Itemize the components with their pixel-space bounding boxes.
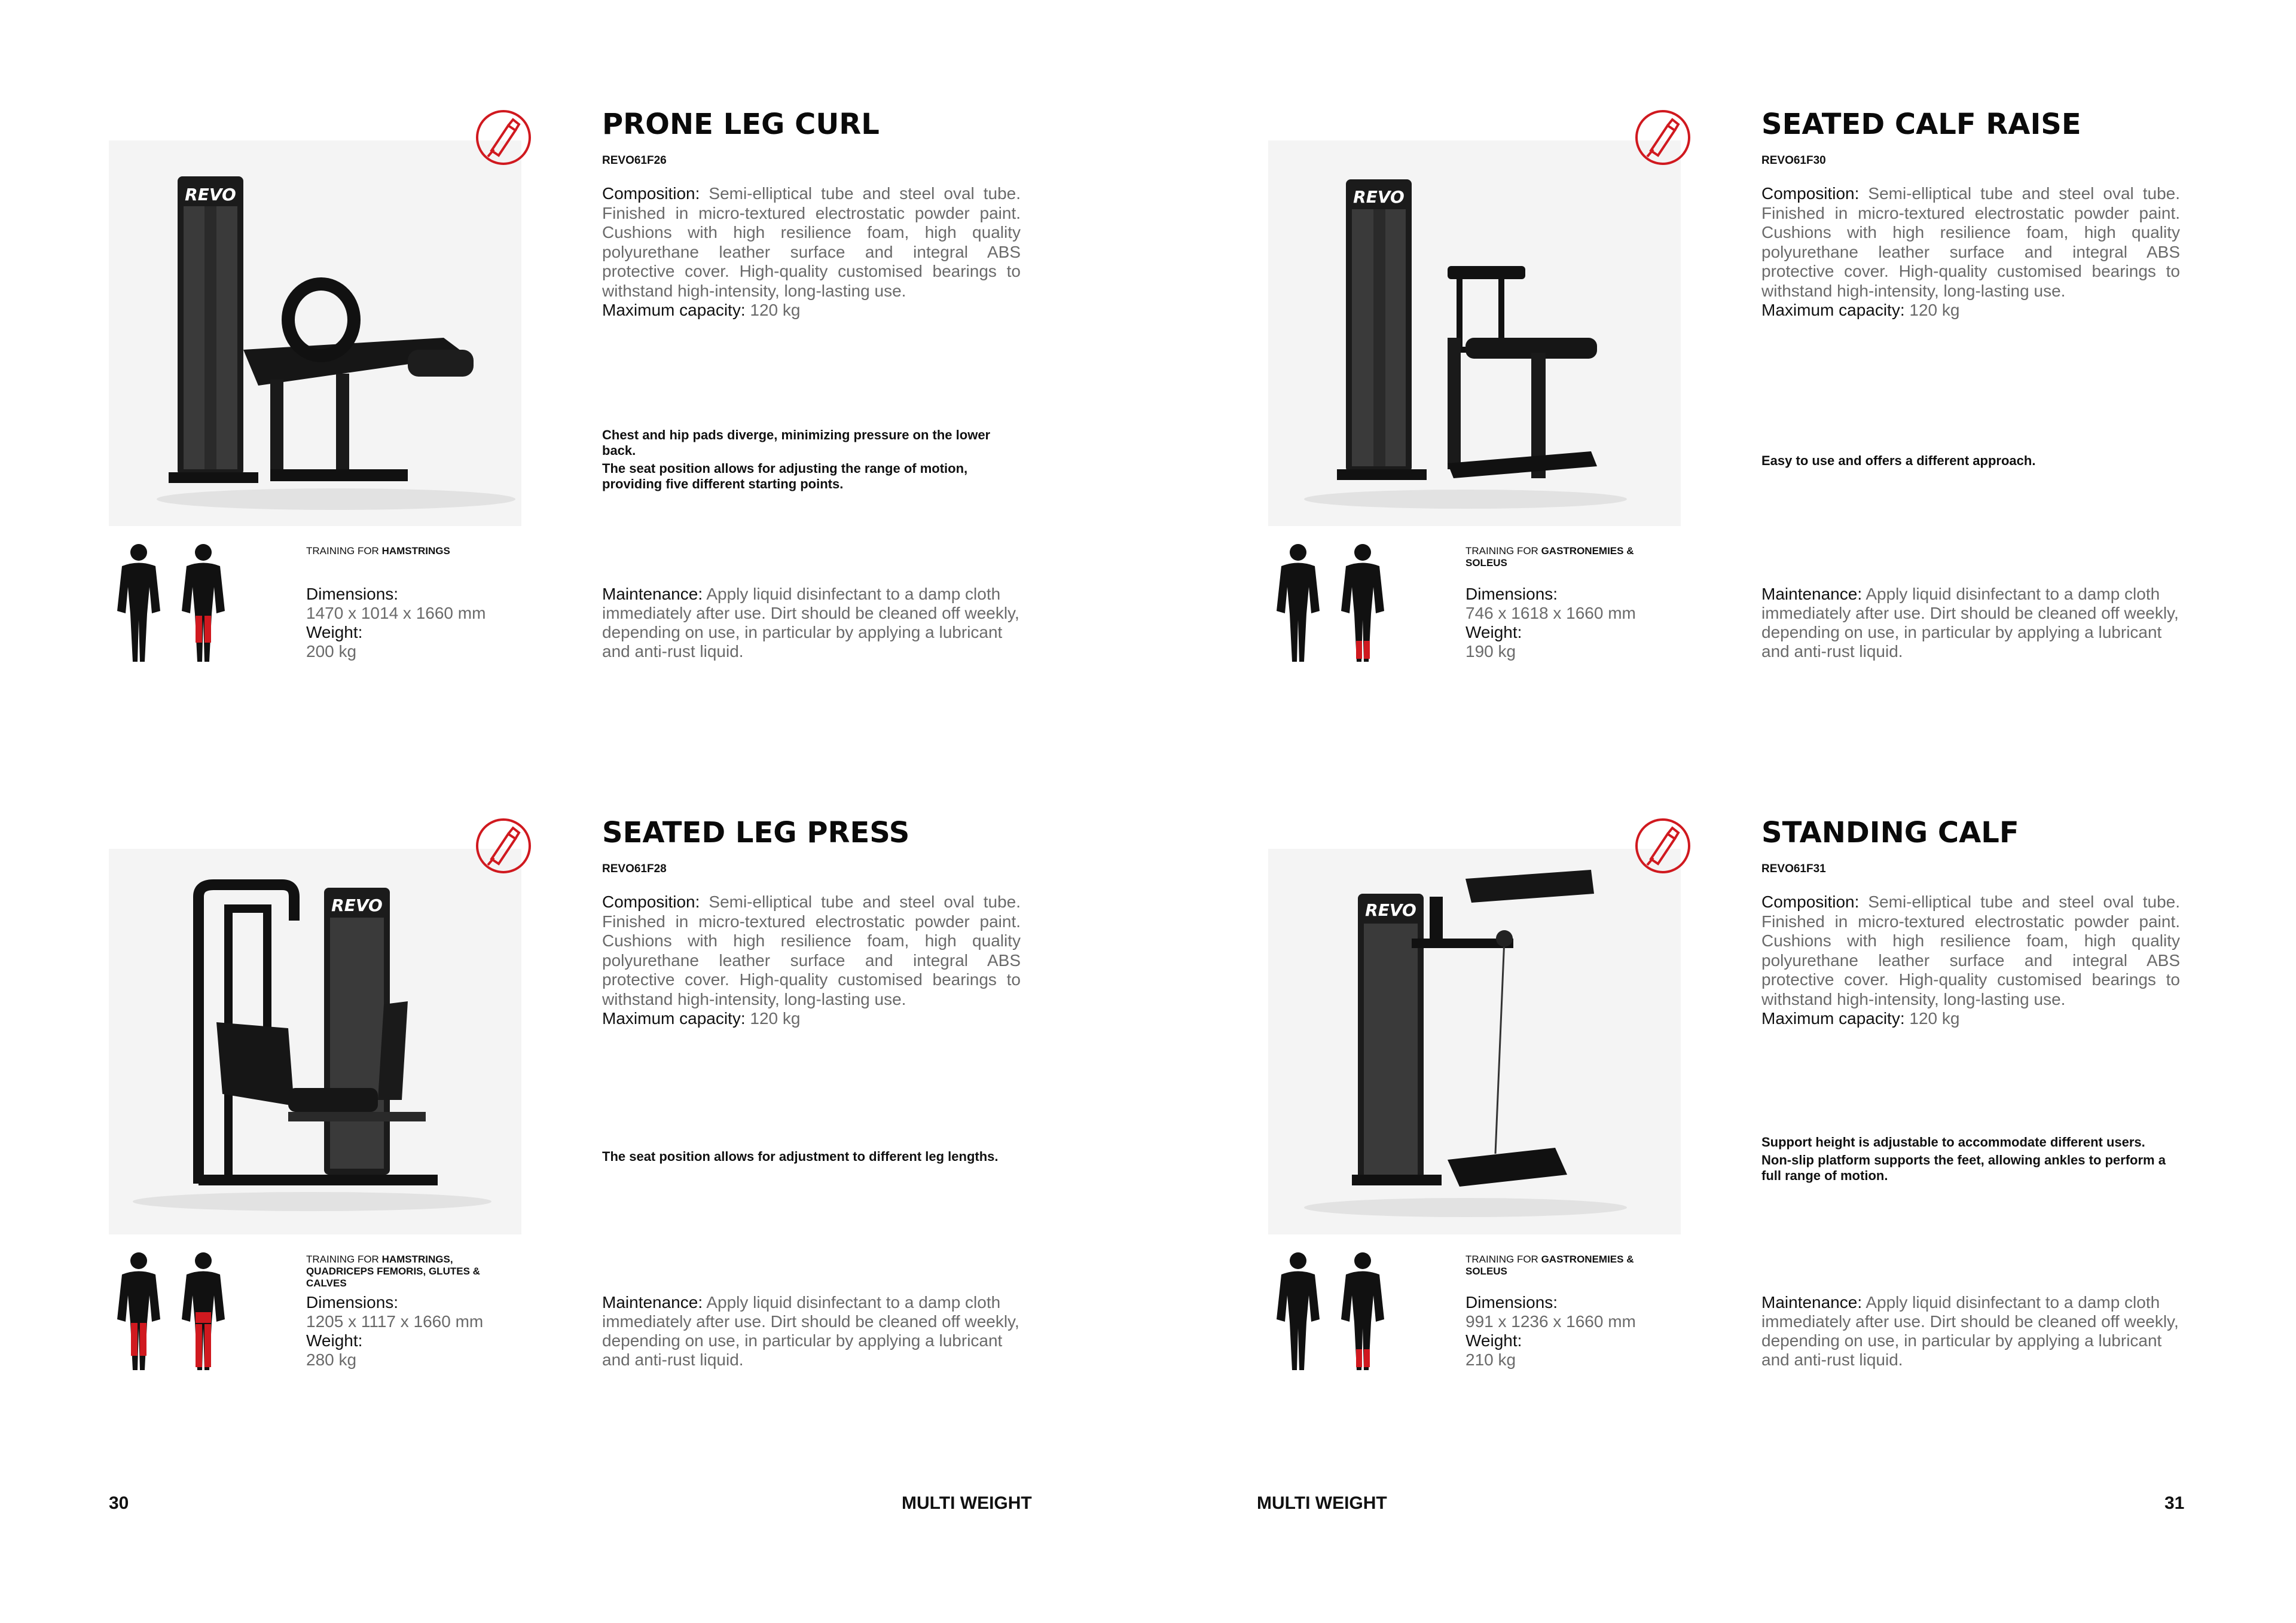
- capacity-value: 120 kg: [1909, 1009, 1960, 1028]
- feature-item: Chest and hip pads diverge, minimizing pressure on the lower back.: [602, 427, 991, 458]
- product-code: REVO61F26: [602, 154, 667, 167]
- weight-value: 280 kg: [306, 1350, 357, 1369]
- seated-leg-press-machine-image: [109, 849, 521, 1234]
- product-photo: [1268, 849, 1681, 1234]
- capacity-label: Maximum capacity:: [1761, 1009, 1905, 1028]
- composition-text: Semi-elliptical tube and steel oval tube. Finished in micro-textured electrostatic powder paint. Cushions with high resilience foam, high quality polyurethane leather surface and integral ABS protective cover. High-quality customised bearings to withstand high-intensity, long-lasting use.: [602, 893, 1021, 1008]
- feature-item: Support height is adjustable to accommodate different users.: [1761, 1135, 2145, 1150]
- composition-block: [602, 184, 1021, 320]
- product-title: SEATED LEG PRESS: [602, 816, 910, 849]
- product-card-seated-calf-raise: [1268, 108, 2276, 741]
- weight-label: Weight:: [1465, 623, 1522, 641]
- composition-block: [602, 893, 1021, 1029]
- training-target: [306, 545, 503, 557]
- dimensions-block: [306, 585, 557, 661]
- product-card-seated-leg-press: [109, 816, 1116, 1450]
- product-title: PRONE LEG CURL: [602, 108, 880, 141]
- weight-value: 210 kg: [1465, 1350, 1516, 1369]
- composition-label: Composition:: [1761, 184, 1860, 203]
- dimensions-block: [1465, 1293, 1717, 1370]
- body-back-icon: [182, 544, 225, 662]
- body-back-icon: [1341, 544, 1384, 662]
- product-code: REVO61F30: [1761, 154, 1826, 167]
- composition-block: [1761, 893, 2180, 1029]
- feature-item: The seat position allows for adjustment to different leg lengths.: [602, 1149, 999, 1164]
- capacity-value: 120 kg: [750, 301, 801, 319]
- capacity-label: Maximum capacity:: [1761, 301, 1905, 319]
- dimensions-block: [1465, 585, 1717, 661]
- training-target: [1465, 545, 1663, 569]
- maintenance-block: [1761, 1293, 2180, 1370]
- svg-text:REVO: REVO: [1353, 187, 1405, 207]
- muscle-map-icon: [1268, 539, 1394, 671]
- product-code: REVO61F31: [1761, 863, 1826, 875]
- training-target: [1465, 1254, 1663, 1277]
- feature-list: [1761, 453, 2168, 471]
- weight-value: 200 kg: [306, 642, 357, 661]
- svg-text:REVO: REVO: [1365, 900, 1416, 920]
- muscle-map-icon: [109, 539, 234, 671]
- product-card-standing-calf: [1268, 816, 2276, 1450]
- custom-badge-icon: [1633, 816, 1693, 876]
- maintenance-text: Apply liquid disinfectant to a damp cloth immediately after use. Dirt should be cleaned off weekly, depending on use, in particular by applying a lubricant and anti-rust liquid.: [1761, 585, 2179, 661]
- custom-badge-icon: [474, 816, 533, 876]
- training-muscles: GASTRONEMIES & SOLEUS: [1465, 545, 1634, 568]
- composition-text: Semi-elliptical tube and steel oval tube. Finished in micro-textured electrostatic powder paint. Cushions with high resilience foam, high quality polyurethane leather surface and integral ABS protective cover. High-quality customised bearings to withstand high-intensity, long-lasting use.: [1761, 893, 2180, 1008]
- capacity-label: Maximum capacity:: [602, 1009, 746, 1028]
- maintenance-text: Apply liquid disinfectant to a damp cloth immediately after use. Dirt should be cleaned off weekly, depending on use, in particular by applying a lubricant and anti-rust liquid.: [602, 1293, 1019, 1369]
- right-page-number: 31: [2164, 1493, 2185, 1513]
- composition-block: [1761, 184, 2180, 320]
- composition-label: Composition:: [602, 893, 700, 911]
- dimensions-block: [306, 1293, 557, 1370]
- maintenance-label: Maintenance:: [1761, 585, 1863, 603]
- body-front-icon: [1277, 1252, 1320, 1370]
- maintenance-block: [1761, 585, 2180, 661]
- training-muscles: HAMSTRINGS: [381, 545, 450, 557]
- custom-badge-icon: [1633, 108, 1693, 167]
- training-muscles: GASTRONEMIES & SOLEUS: [1465, 1254, 1634, 1277]
- dimensions-label: Dimensions:: [1465, 1293, 1558, 1312]
- product-title: STANDING CALF: [1761, 816, 2019, 849]
- composition-label: Composition:: [602, 184, 700, 203]
- capacity-line: [602, 1009, 1021, 1029]
- svg-text:REVO: REVO: [331, 895, 383, 915]
- maintenance-label: Maintenance:: [602, 585, 703, 603]
- product-photo: [109, 849, 521, 1234]
- capacity-label: Maximum capacity:: [602, 301, 746, 319]
- training-prefix: TRAINING FOR: [306, 1254, 379, 1265]
- composition-text: Semi-elliptical tube and steel oval tube. Finished in micro-textured electrostatic powder paint. Cushions with high resilience foam, high quality polyurethane leather surface and integral ABS protective cover. High-quality customised bearings to withstand high-intensity, long-lasting use.: [1761, 184, 2180, 300]
- maintenance-text: Apply liquid disinfectant to a damp cloth immediately after use. Dirt should be cleaned off weekly, depending on use, in particular by applying a lubricant and anti-rust liquid.: [602, 585, 1019, 661]
- body-back-icon: [182, 1252, 225, 1370]
- weight-label: Weight:: [1465, 1331, 1522, 1350]
- muscle-map-icon: [109, 1248, 234, 1379]
- feature-item: Non-slip platform supports the feet, allowing ankles to perform a full range of motion.: [1761, 1153, 2166, 1183]
- composition-label: Composition:: [1761, 893, 1860, 911]
- body-front-icon: [1277, 544, 1320, 662]
- body-front-icon: [117, 544, 160, 662]
- dimensions-label: Dimensions:: [306, 585, 399, 603]
- body-front-icon: [117, 1252, 160, 1370]
- feature-list: [602, 1149, 1009, 1167]
- product-code: REVO61F28: [602, 863, 667, 875]
- dimensions-value: 991 x 1236 x 1660 mm: [1465, 1312, 1636, 1331]
- left-section-label: MULTI WEIGHT: [902, 1493, 1032, 1513]
- training-muscles: HAMSTRINGS, QUADRICEPS FEMORIS, GLUTES & CALVES: [306, 1254, 480, 1289]
- body-back-icon: [1341, 1252, 1384, 1370]
- capacity-line: [1761, 301, 2180, 320]
- feature-item: The seat position allows for adjusting the range of motion, providing five different starting points.: [602, 461, 968, 491]
- right-section-label: MULTI WEIGHT: [1257, 1493, 1387, 1513]
- maintenance-label: Maintenance:: [602, 1293, 703, 1312]
- dimensions-value: 1205 x 1117 x 1660 mm: [306, 1312, 484, 1331]
- capacity-line: [1761, 1009, 2180, 1029]
- custom-badge-icon: [474, 108, 533, 167]
- maintenance-label: Maintenance:: [1761, 1293, 1863, 1312]
- training-prefix: TRAINING FOR: [1465, 1254, 1538, 1265]
- feature-list: [602, 427, 1009, 494]
- feature-list: [1761, 1135, 2168, 1186]
- svg-text:REVO: REVO: [185, 185, 236, 204]
- dimensions-value: 1470 x 1014 x 1660 mm: [306, 604, 486, 622]
- seated-calf-raise-machine-image: [1268, 140, 1681, 526]
- prone-leg-curl-machine-image: [109, 140, 521, 526]
- training-prefix: TRAINING FOR: [306, 545, 379, 557]
- product-photo: [109, 140, 521, 526]
- muscle-map-icon: [1268, 1248, 1394, 1379]
- product-card-prone-leg-curl: [109, 108, 1116, 741]
- product-title: SEATED CALF RAISE: [1761, 108, 2081, 141]
- weight-label: Weight:: [306, 1331, 363, 1350]
- dimensions-label: Dimensions:: [1465, 585, 1558, 603]
- maintenance-block: [602, 1293, 1021, 1370]
- standing-calf-machine-image: [1268, 849, 1681, 1234]
- left-page-number: 30: [109, 1493, 129, 1513]
- capacity-value: 120 kg: [1909, 301, 1960, 319]
- composition-text: Semi-elliptical tube and steel oval tube. Finished in micro-textured electrostatic powder paint. Cushions with high resilience foam, high quality polyurethane leather surface and integral ABS protective cover. High-quality customised bearings to withstand high-intensity, long-lasting use.: [602, 184, 1021, 300]
- weight-value: 190 kg: [1465, 642, 1516, 661]
- maintenance-block: [602, 585, 1021, 661]
- dimensions-label: Dimensions:: [306, 1293, 399, 1312]
- training-target: [306, 1254, 503, 1289]
- dimensions-value: 746 x 1618 x 1660 mm: [1465, 604, 1636, 622]
- capacity-line: [602, 301, 1021, 320]
- weight-label: Weight:: [306, 623, 363, 641]
- feature-item: Easy to use and offers a different approach.: [1761, 453, 2036, 468]
- maintenance-text: Apply liquid disinfectant to a damp cloth immediately after use. Dirt should be cleaned off weekly, depending on use, in particular by applying a lubricant and anti-rust liquid.: [1761, 1293, 2179, 1369]
- training-prefix: TRAINING FOR: [1465, 545, 1538, 557]
- product-photo: [1268, 140, 1681, 526]
- capacity-value: 120 kg: [750, 1009, 801, 1028]
